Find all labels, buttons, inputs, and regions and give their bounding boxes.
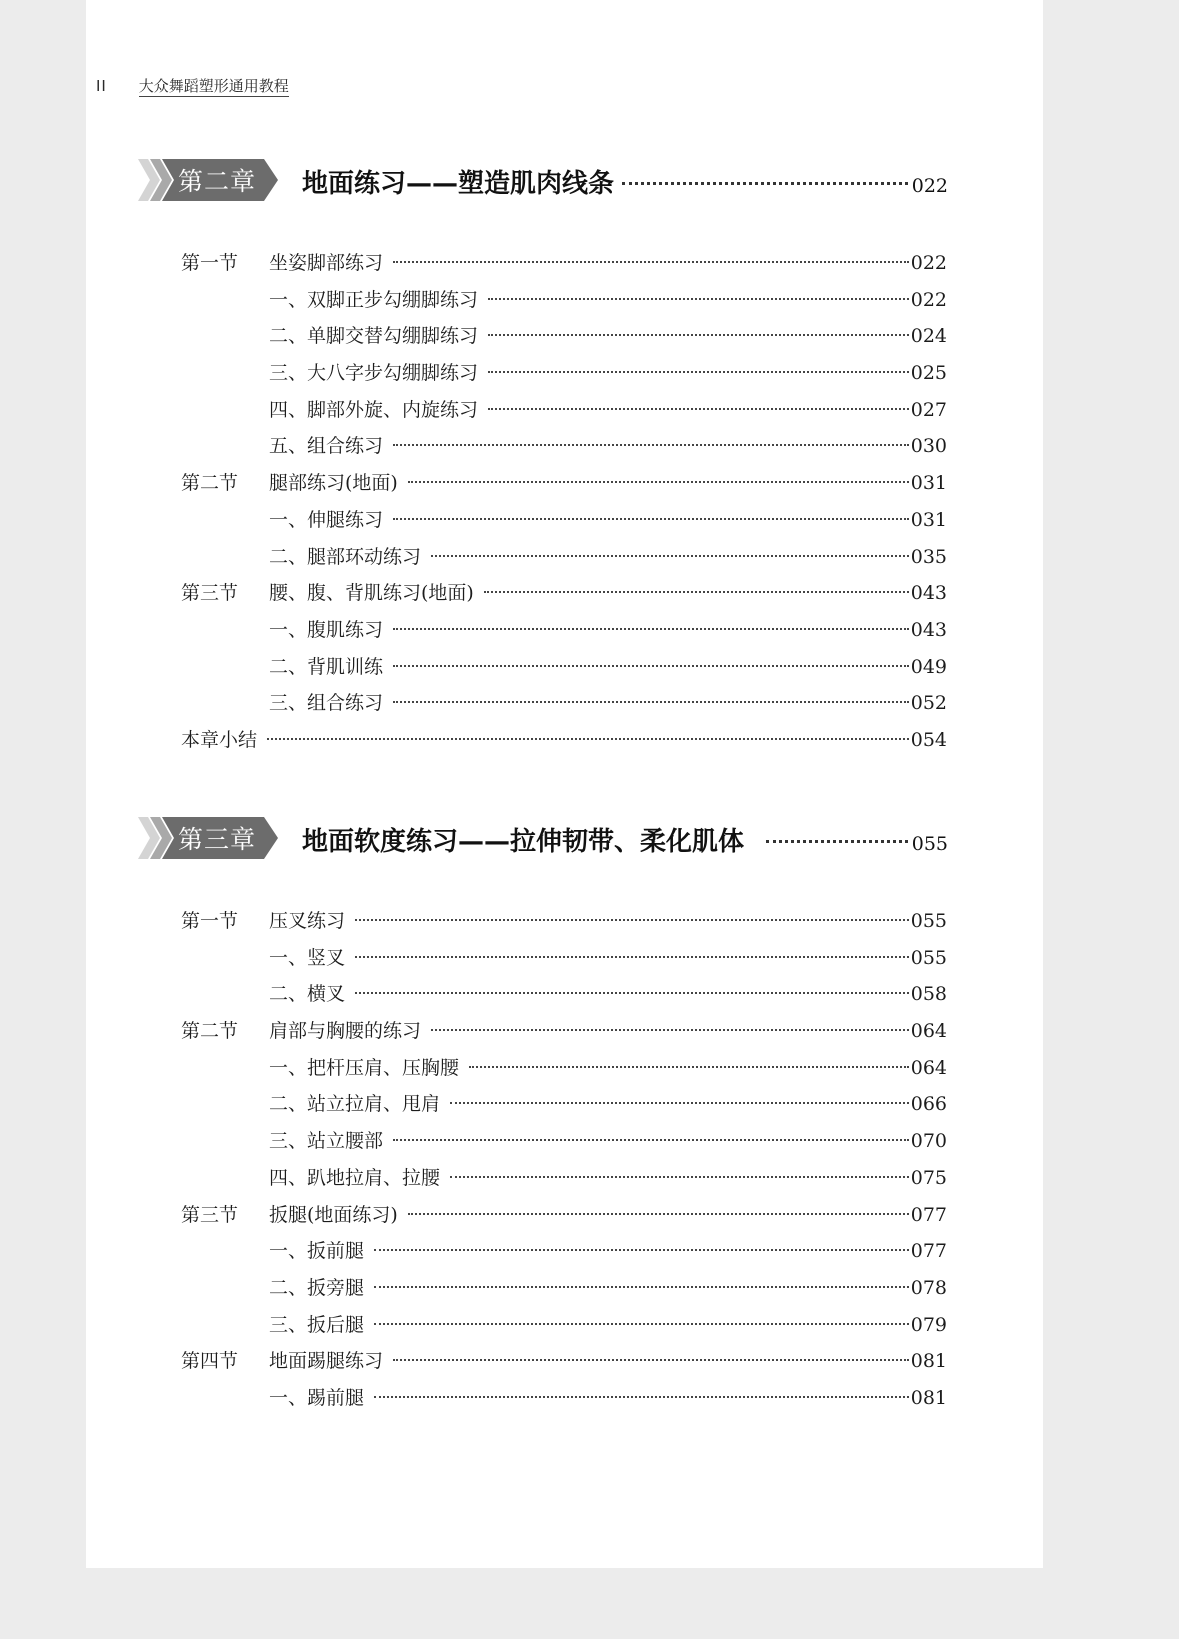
toc-item[interactable] xyxy=(181,1310,947,1347)
toc-text: 四、趴地拉肩、拉腰 xyxy=(269,1166,441,1189)
toc-page: 043 xyxy=(910,582,947,605)
toc-text: 扳腿(地面练习) xyxy=(269,1203,398,1226)
toc-text: 地面踢腿练习 xyxy=(269,1350,384,1373)
toc-item[interactable] xyxy=(181,395,947,432)
running-header xyxy=(96,75,289,96)
toc-page: 022 xyxy=(910,288,947,311)
toc-page: 079 xyxy=(910,1313,947,1336)
toc-page: 031 xyxy=(910,508,947,531)
chapter-title-row[interactable] xyxy=(302,821,948,858)
book-page xyxy=(86,0,1043,1568)
toc-item[interactable] xyxy=(181,542,947,579)
toc-item[interactable] xyxy=(181,285,947,322)
chapter-badge-label: 第二章 xyxy=(178,167,257,196)
toc-section[interactable] xyxy=(181,906,947,943)
toc-page: 024 xyxy=(910,325,947,348)
section-label: 第三节 xyxy=(181,582,239,605)
toc-item[interactable] xyxy=(181,358,947,395)
dot-leader xyxy=(374,1249,909,1251)
toc-text: 压叉练习 xyxy=(269,910,346,932)
toc-page: 043 xyxy=(910,618,947,641)
toc-item[interactable] xyxy=(181,979,947,1016)
section-label: 第一节 xyxy=(181,910,239,932)
section-label: 第四节 xyxy=(181,1350,239,1373)
toc-text: 肩部与胸腰的练习 xyxy=(269,1020,422,1043)
toc-page: 064 xyxy=(910,1020,947,1043)
section-label: 第二节 xyxy=(181,472,239,495)
toc-text: 二、单脚交替勾绷脚练习 xyxy=(269,325,479,348)
toc-section[interactable] xyxy=(181,1200,947,1237)
toc-page: 078 xyxy=(910,1276,947,1299)
toc-page: 049 xyxy=(910,655,947,678)
toc-item[interactable] xyxy=(181,615,947,652)
toc-item[interactable] xyxy=(181,431,947,468)
dot-leader xyxy=(393,1359,909,1361)
toc-item[interactable] xyxy=(181,1236,947,1273)
chapter-page: 022 xyxy=(911,175,948,197)
dot-leader xyxy=(622,182,908,185)
toc-item[interactable] xyxy=(181,1126,947,1163)
toc-section[interactable] xyxy=(181,1016,947,1053)
dot-leader xyxy=(374,1286,909,1288)
toc-item[interactable] xyxy=(181,688,947,725)
toc-page: 025 xyxy=(910,362,947,385)
toc-list xyxy=(181,248,947,762)
toc-text: 一、腹肌练习 xyxy=(269,618,384,641)
toc-page: 070 xyxy=(910,1130,947,1153)
dot-leader xyxy=(488,334,909,336)
toc-text: 一、双脚正步勾绷脚练习 xyxy=(269,288,479,311)
dot-leader xyxy=(488,371,909,373)
dot-leader xyxy=(450,1102,909,1104)
toc-page: 055 xyxy=(910,910,947,932)
dot-leader xyxy=(393,665,909,667)
toc-page: 077 xyxy=(910,1203,947,1226)
chapter-heading xyxy=(138,817,948,859)
chapter-title: 地面练习——塑造肌肉线条 xyxy=(302,169,615,199)
toc-item[interactable] xyxy=(181,1089,947,1126)
toc-page: 055 xyxy=(910,946,947,969)
dot-leader xyxy=(408,481,909,483)
toc-page: 027 xyxy=(910,398,947,421)
dot-leader xyxy=(393,701,909,703)
dot-leader xyxy=(374,1323,909,1325)
section-label: 第一节 xyxy=(181,252,239,274)
toc-page: 030 xyxy=(910,435,947,458)
toc-item[interactable] xyxy=(181,1053,947,1090)
toc-item[interactable] xyxy=(181,321,947,358)
toc-section[interactable] xyxy=(181,248,947,285)
toc-text: 五、组合练习 xyxy=(269,435,384,458)
toc-page: 052 xyxy=(910,692,947,715)
toc-text: 一、踢前腿 xyxy=(269,1386,365,1409)
toc-text: 二、扳旁腿 xyxy=(269,1276,365,1299)
toc-page: 075 xyxy=(910,1166,947,1189)
toc-page: 066 xyxy=(910,1093,947,1116)
toc-page: 031 xyxy=(910,472,947,495)
toc-section[interactable] xyxy=(181,468,947,505)
summary-label: 本章小结 xyxy=(181,728,258,751)
toc-text: 一、伸腿练习 xyxy=(269,508,384,531)
dot-leader xyxy=(374,1396,909,1398)
toc-text: 三、大八字步勾绷脚练习 xyxy=(269,362,479,385)
toc-page: 058 xyxy=(910,983,947,1006)
toc-page: 077 xyxy=(910,1240,947,1263)
dot-leader xyxy=(393,628,909,630)
chapter-heading xyxy=(138,159,948,201)
toc-page: 081 xyxy=(910,1386,947,1409)
book-title: 大众舞蹈塑形通用教程 xyxy=(138,77,289,95)
toc-item[interactable] xyxy=(181,652,947,689)
dot-leader xyxy=(393,518,909,520)
toc-list xyxy=(181,906,947,1420)
toc-text: 二、站立拉肩、甩肩 xyxy=(269,1093,441,1116)
dot-leader xyxy=(355,919,909,921)
dot-leader xyxy=(267,738,909,740)
dot-leader xyxy=(393,444,909,446)
dot-leader xyxy=(355,956,909,958)
dot-leader xyxy=(355,992,909,994)
toc-item[interactable] xyxy=(181,1383,947,1420)
toc-section[interactable] xyxy=(181,578,947,615)
section-label: 第三节 xyxy=(181,1203,239,1226)
toc-text: 二、腿部环动练习 xyxy=(269,545,422,568)
dot-leader xyxy=(431,1029,909,1031)
chapter-title: 地面软度练习——拉伸韧带、柔化肌体 xyxy=(302,827,745,857)
toc-text: 二、背肌训练 xyxy=(269,655,384,678)
toc-summary[interactable] xyxy=(181,725,947,762)
dot-leader xyxy=(469,1066,909,1068)
toc-text: 一、把杆压肩、压胸腰 xyxy=(269,1056,460,1079)
toc-text: 二、横叉 xyxy=(269,983,346,1006)
toc-page: 022 xyxy=(910,252,947,274)
toc-text: 一、竖叉 xyxy=(269,946,346,969)
toc-text: 腿部练习(地面) xyxy=(269,472,398,495)
dot-leader xyxy=(393,261,909,263)
chapter-badge-label: 第三章 xyxy=(178,825,257,854)
toc-item[interactable] xyxy=(181,1163,947,1200)
toc-page: 081 xyxy=(910,1350,947,1373)
dot-leader xyxy=(766,840,908,843)
dot-leader xyxy=(408,1213,909,1215)
toc-section[interactable] xyxy=(181,1346,947,1383)
dot-leader xyxy=(450,1176,909,1178)
toc-text: 坐姿脚部练习 xyxy=(269,252,384,274)
chapter-title-row[interactable] xyxy=(302,163,948,200)
toc-item[interactable] xyxy=(181,1273,947,1310)
toc-page: 054 xyxy=(910,728,947,751)
toc-page: 064 xyxy=(910,1056,947,1079)
page-number: II xyxy=(96,77,107,95)
toc-text: 三、站立腰部 xyxy=(269,1130,384,1153)
chapter-page: 055 xyxy=(911,833,948,855)
dot-leader xyxy=(484,591,909,593)
toc-text: 一、扳前腿 xyxy=(269,1240,365,1263)
toc-item[interactable] xyxy=(181,505,947,542)
section-label: 第二节 xyxy=(181,1020,239,1043)
toc-item[interactable] xyxy=(181,943,947,980)
toc-text: 三、扳后腿 xyxy=(269,1313,365,1336)
dot-leader xyxy=(393,1139,909,1141)
dot-leader xyxy=(488,408,909,410)
dot-leader xyxy=(488,298,909,300)
chapter-badge xyxy=(138,817,278,859)
toc-text: 腰、腹、背肌练习(地面) xyxy=(269,582,474,605)
toc-page: 035 xyxy=(910,545,947,568)
dot-leader xyxy=(431,555,909,557)
chapter-badge xyxy=(138,159,278,201)
toc-text: 三、组合练习 xyxy=(269,692,384,715)
toc-text: 四、脚部外旋、内旋练习 xyxy=(269,398,479,421)
